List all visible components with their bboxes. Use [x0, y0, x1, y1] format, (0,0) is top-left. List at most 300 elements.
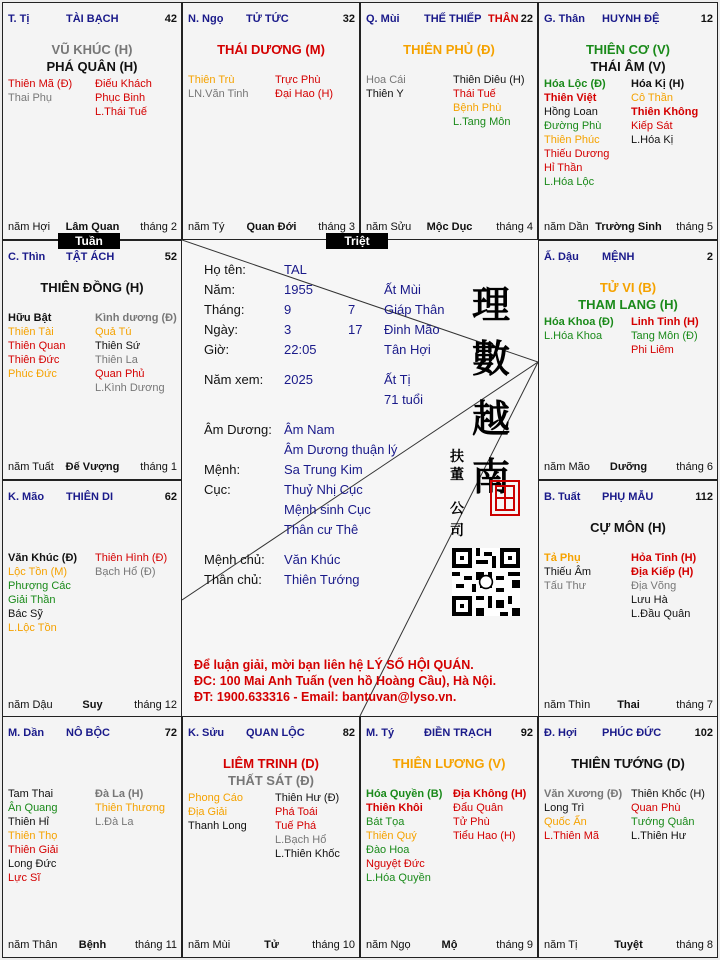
minor-star: Địa Giải — [188, 806, 228, 818]
red-seal-stamp — [490, 480, 520, 516]
main-star: VŨ KHÚC (H) — [51, 42, 133, 57]
minor-star: Thái Tuế — [453, 88, 496, 100]
minor-star: Thiếu Dương — [544, 148, 610, 160]
year-label: Năm: — [204, 282, 236, 297]
palace-month: tháng 5 — [676, 221, 713, 233]
minor-star: Đường Phù — [544, 120, 602, 132]
palace-year: năm Sửu — [366, 221, 412, 233]
minor-star: L.Thiên Mã — [544, 830, 600, 842]
minor-stars-right — [631, 787, 705, 843]
minor-stars-right — [453, 73, 525, 129]
minor-star: Lưu Hà — [631, 594, 668, 606]
palace-header — [366, 13, 533, 27]
calligraphy-small-4: 司 — [450, 523, 464, 539]
palace-name: TẬT ÁCH — [66, 251, 115, 263]
minor-star: Phong Cáo — [188, 792, 244, 804]
palace-branch: K. Mão — [8, 491, 45, 503]
main-stars — [539, 279, 717, 313]
palace-header — [8, 727, 177, 741]
minor-stars-left — [544, 551, 591, 593]
minor-star: L.Thiên Khốc — [275, 848, 340, 860]
main-stars — [3, 41, 181, 75]
palace-footer — [8, 939, 177, 952]
minor-star: Hỉ Thần — [544, 162, 583, 174]
minor-star: Kiếp Sát — [631, 120, 673, 132]
palace-stage: Trường Sinh — [595, 221, 662, 233]
qr-code[interactable] — [452, 548, 520, 616]
month-label: Tháng: — [204, 302, 245, 317]
minor-star: Phục Binh — [95, 92, 146, 104]
minor-star: Đào Hoa — [366, 844, 410, 856]
minor-star: Quan Phủ — [95, 368, 145, 380]
minor-stars-right — [95, 551, 167, 579]
palace-name: TỬ TỨC — [246, 13, 289, 25]
minor-star: LN.Văn Tinh — [188, 88, 249, 100]
minor-star: L.Thiên Hư — [631, 830, 687, 842]
minor-star: Văn Xương (Đ) — [544, 788, 623, 800]
palace-branch: T. Tị — [8, 13, 30, 25]
palace-month: tháng 10 — [312, 939, 355, 951]
palace-cycle-number: 92 — [520, 727, 533, 739]
contact-line-1: Để luận giải, mời bạn liên hệ LÝ SỐ HỘI QUÁN. — [194, 658, 474, 672]
palace-month: tháng 4 — [496, 221, 533, 233]
minor-star: Địa Không (H) — [453, 788, 527, 800]
palace-year: năm Mùi — [188, 939, 231, 951]
minor-star: Thiếu Âm — [544, 566, 592, 578]
day-lunar: 17 — [348, 322, 363, 337]
palace-footer — [544, 221, 713, 234]
main-star: THIÊN TƯỚNG (D) — [571, 756, 685, 771]
palace-tuat[interactable] — [538, 480, 718, 718]
palace-cycle-number: 22 — [520, 13, 533, 25]
minor-stars-left — [366, 73, 406, 101]
palace-stage: Tuyệt — [614, 939, 643, 951]
calligraphy-small-2: 董 — [450, 467, 464, 483]
minor-star: Đà La (H) — [95, 788, 144, 800]
palace-month: tháng 6 — [676, 461, 713, 473]
palace-month: tháng 8 — [676, 939, 713, 951]
minor-stars-right — [453, 787, 526, 843]
minor-stars-right — [631, 77, 698, 147]
palace-header — [8, 251, 177, 265]
minor-star: Tử Phù — [453, 816, 490, 828]
main-star: THIÊN PHỦ (Đ) — [403, 42, 495, 57]
body-lord-label: Thân chủ: — [204, 572, 262, 587]
minor-star: Tiểu Hao (H) — [453, 830, 516, 842]
palace-name: ĐIỀN TRẠCH — [424, 727, 492, 739]
palace-year: năm Dậu — [8, 699, 53, 711]
palace-stage: Quan Đới — [246, 221, 297, 233]
palace-name: QUAN LỘC — [246, 727, 305, 739]
palace-footer — [544, 699, 713, 712]
main-stars — [3, 279, 181, 296]
main-star: THAM LANG (H) — [578, 297, 678, 312]
palace-stage: Thai — [617, 699, 640, 711]
palace-footer — [366, 939, 533, 952]
minor-stars-right — [95, 311, 177, 395]
minor-star: Địa Kiếp (H) — [631, 566, 694, 578]
main-stars — [539, 755, 717, 772]
view-year-cannchi: Ất Tị — [384, 372, 411, 387]
calligraphy-char-3: 越 — [472, 396, 511, 441]
cuc-note-2: Thân cư Thê — [284, 522, 359, 537]
palace-year: năm Mão — [544, 461, 590, 473]
palace-footer — [8, 699, 177, 712]
palace-cycle-number: 102 — [694, 727, 713, 739]
palace-dau[interactable] — [538, 240, 718, 480]
palace-name: TÀI BẠCH — [66, 13, 119, 25]
minor-star: Thiên Sứ — [95, 340, 141, 352]
minor-star: Hoa Cái — [366, 74, 406, 86]
minor-star: Thanh Long — [188, 820, 247, 832]
palace-stage: Dưỡng — [609, 461, 648, 473]
minor-star: Văn Khúc (Đ) — [8, 552, 78, 564]
palace-footer — [188, 939, 355, 952]
palace-header — [544, 491, 713, 505]
minor-star: Thiên La — [95, 354, 138, 366]
palace-than[interactable] — [538, 2, 718, 240]
minor-star: Quốc Ấn — [544, 816, 587, 828]
main-star: TỬ VI (B) — [599, 280, 657, 295]
palace-header — [188, 727, 355, 741]
contact-line-3: ĐT: 1900.633316 - Email: bantuvan@lyso.vn. — [194, 690, 457, 704]
minor-star: Điếu Khách — [95, 78, 152, 90]
minor-star: Thiên Việt — [544, 92, 597, 104]
minor-star: L.Đầu Quân — [631, 608, 691, 620]
palace-branch: G. Thân — [544, 13, 585, 25]
minor-star: Tuế Phá — [275, 820, 317, 832]
palace-stage: Lâm Quan — [65, 221, 120, 233]
minor-stars-left — [366, 787, 442, 885]
body-lord-value: Thiên Tướng — [284, 572, 360, 587]
triet-marker: Triệt — [326, 233, 388, 249]
minor-star: Thiên Tài — [8, 326, 54, 338]
palace-month: tháng 2 — [140, 221, 177, 233]
main-stars — [361, 755, 537, 772]
minor-stars-left — [8, 77, 72, 105]
palace-year: năm Tị — [544, 939, 578, 951]
palace-stage: Suy — [82, 699, 103, 711]
minor-star: Thiên Diêu (H) — [453, 74, 525, 86]
yinyang-label: Âm Dương: — [204, 422, 272, 437]
view-year-label: Năm xem: — [204, 372, 264, 387]
palace-footer — [544, 461, 713, 474]
palace-header — [366, 727, 533, 741]
palace-header — [8, 13, 177, 27]
minor-stars-left — [544, 77, 609, 189]
palace-suu[interactable] — [182, 716, 360, 958]
minor-star: Hóa Khoa (Đ) — [544, 316, 614, 328]
minor-star: L.Hóa Kị — [631, 134, 674, 146]
minor-star: Bác Sỹ — [8, 608, 43, 620]
palace-branch: Ấ. Dậu — [544, 251, 579, 263]
tuan-marker: Tuần — [58, 233, 120, 249]
body-palace-marker: THÂN — [488, 13, 519, 25]
palace-month: tháng 11 — [134, 939, 177, 951]
minor-star: Thiên Y — [366, 88, 404, 100]
minor-star: Thiên Thương — [95, 802, 166, 814]
month-lunar: 7 — [348, 302, 356, 317]
cuc-value: Thuỷ Nhị Cục — [284, 482, 363, 497]
minor-star: Hữu Bật — [8, 312, 52, 324]
year-value: 1955 — [284, 282, 313, 297]
minor-star: Trực Phù — [275, 74, 321, 86]
palace-cycle-number: 42 — [164, 13, 177, 25]
palace-name: PHỤ MẪU — [602, 491, 654, 503]
palace-name: HUYNH ĐỆ — [602, 13, 660, 25]
minor-star: Phượng Các — [8, 580, 71, 592]
palace-ty[interactable] — [360, 716, 538, 958]
palace-branch: B. Tuất — [544, 491, 581, 503]
palace-year: năm Thìn — [544, 699, 591, 711]
minor-star: Thiên Thọ — [8, 830, 58, 842]
minor-star: Lực Sĩ — [8, 872, 41, 884]
center-info-panel — [182, 240, 538, 716]
minor-star: Thiên Hình (Đ) — [95, 552, 168, 564]
palace-year: năm Hợi — [8, 221, 51, 233]
palace-cycle-number: 112 — [695, 491, 713, 503]
palace-stage: Mộc Dục — [426, 221, 473, 233]
palace-branch: K. Sửu — [188, 727, 225, 739]
minor-star: Thai Phụ — [8, 92, 53, 104]
calligraphy-small-1: 扶 — [450, 449, 464, 465]
main-star: THIÊN CƠ (V) — [585, 42, 671, 57]
contact-line-2: ĐC: 100 Mai Anh Tuấn (ven hồ Hoàng Cầu), Hà Nội. — [194, 674, 497, 688]
hour-value: 22:05 — [284, 342, 317, 357]
palace-branch: Đ. Hợi — [544, 727, 577, 739]
palace-cycle-number: 52 — [164, 251, 177, 263]
minor-star: Nguyệt Đức — [366, 858, 425, 870]
palace-cycle-number: 12 — [700, 13, 713, 25]
minor-stars-left — [8, 787, 58, 885]
palace-branch: M. Tý — [366, 727, 395, 739]
minor-star: L.Hóa Lộc — [544, 176, 595, 188]
cuc-label: Cục: — [204, 482, 231, 497]
main-stars — [183, 41, 359, 58]
minor-star: Thiên Không — [631, 106, 699, 118]
main-stars — [539, 519, 717, 536]
day-label: Ngày: — [204, 322, 238, 337]
minor-star: Bệnh Phù — [453, 102, 502, 114]
minor-stars-left — [8, 311, 65, 381]
palace-header — [544, 251, 713, 265]
minor-star: L.Bạch Hổ — [275, 834, 327, 846]
palace-cycle-number: 72 — [164, 727, 177, 739]
minor-star: Giải Thần — [8, 594, 56, 606]
age-value: 71 tuổi — [384, 392, 424, 407]
palace-year: năm Tuất — [8, 461, 54, 473]
minor-star: L.Đà La — [95, 816, 134, 828]
minor-star: Long Trì — [544, 802, 585, 814]
palace-footer — [544, 939, 713, 952]
minor-star: L.Lộc Tồn — [8, 622, 57, 634]
minor-stars-left — [544, 315, 614, 343]
destiny-label: Mệnh: — [204, 462, 241, 477]
main-stars — [361, 41, 537, 58]
palace-branch: M. Dần — [8, 727, 45, 739]
palace-month: tháng 12 — [134, 699, 177, 711]
month-value: 9 — [284, 302, 292, 317]
palace-year: năm Dần — [544, 221, 589, 233]
name-value: TAL — [284, 262, 307, 277]
hour-label: Giờ: — [204, 342, 230, 357]
palace-name: THẾ THIẾP — [424, 13, 482, 25]
destiny-lord-label: Mệnh chủ: — [204, 552, 265, 567]
minor-star: L.Thái Tuế — [95, 106, 147, 118]
palace-month: tháng 1 — [140, 461, 177, 473]
palace-dan[interactable] — [2, 716, 182, 958]
day-cannchi: Đinh Mão — [384, 322, 440, 337]
minor-star: Tả Phụ — [544, 552, 581, 564]
palace-branch: C. Thìn — [8, 251, 46, 263]
destiny-value: Sa Trung Kim — [284, 462, 363, 477]
palace-footer — [366, 221, 533, 234]
palace-stage: Đế Vượng — [65, 461, 120, 473]
minor-star: L.Hóa Khoa — [544, 330, 603, 342]
palace-header — [544, 13, 713, 27]
palace-name: THIÊN DI — [66, 491, 114, 503]
minor-star: Thiên Đức — [8, 354, 60, 366]
minor-star: Tam Thai — [8, 788, 54, 800]
palace-branch: N. Ngọ — [188, 13, 224, 25]
minor-stars-left — [8, 551, 77, 635]
minor-star: Thiên Quan — [8, 340, 66, 352]
minor-star: Tướng Quân — [631, 816, 695, 828]
main-stars — [183, 755, 359, 789]
month-cannchi: Giáp Thân — [384, 302, 445, 317]
calligraphy-small-3: 公 — [450, 501, 464, 517]
palace-header — [544, 727, 713, 741]
minor-star: Kình dương (Đ) — [95, 312, 177, 324]
minor-star: Quả Tú — [95, 326, 132, 338]
minor-star: Thiên Khôi — [366, 802, 423, 814]
calligraphy-char-4: 南 — [472, 454, 511, 499]
yinyang-value: Âm Nam — [284, 422, 335, 437]
minor-star: Phá Toái — [275, 806, 318, 818]
minor-star: Thiên Phúc — [544, 134, 600, 146]
minor-star: Thiên Hư (Đ) — [275, 792, 340, 804]
main-star: LIÊM TRINH (D) — [222, 756, 320, 771]
palace-branch: Q. Mùi — [366, 13, 400, 25]
palace-cycle-number: 32 — [342, 13, 355, 25]
view-year-value: 2025 — [284, 372, 313, 387]
minor-stars-right — [631, 315, 699, 357]
minor-stars-right — [275, 73, 333, 101]
palace-name: NÔ BỘC — [66, 727, 110, 739]
minor-star: Bạch Hổ (Đ) — [95, 566, 156, 578]
palace-name: MỆNH — [602, 251, 635, 263]
minor-star: Linh Tinh (H) — [631, 316, 699, 328]
name-label: Họ tên: — [204, 262, 246, 277]
main-stars — [539, 41, 717, 75]
palace-month: tháng 3 — [318, 221, 355, 233]
minor-stars-right — [275, 791, 340, 861]
palace-cycle-number: 82 — [342, 727, 355, 739]
palace-name: PHÚC ĐỨC — [602, 727, 662, 739]
hour-cannchi: Tân Hợi — [384, 342, 431, 357]
minor-star: L.Hóa Quyền — [366, 872, 431, 884]
palace-year: năm Ngọ — [366, 939, 411, 951]
palace-header — [8, 491, 177, 505]
calligraphy-char-1: 理 — [472, 282, 511, 327]
palace-thin[interactable] — [2, 240, 182, 480]
palace-hoi[interactable] — [538, 716, 718, 958]
minor-star: Thiên Giải — [8, 844, 59, 856]
minor-stars-left — [544, 787, 622, 843]
palace-stage: Mộ — [441, 939, 458, 951]
palace-cycle-number: 2 — [706, 251, 713, 263]
palace-footer — [8, 461, 177, 474]
minor-star: Ân Quang — [8, 802, 58, 814]
cuc-note-1: Mệnh sinh Cục — [284, 502, 371, 517]
main-star: THÁI ÂM (V) — [590, 59, 666, 74]
destiny-lord-value: Văn Khúc — [284, 552, 341, 567]
minor-stars-left — [188, 791, 247, 833]
calligraphy-char-2: 數 — [472, 336, 511, 381]
minor-star: Thiên Quý — [366, 830, 417, 842]
minor-star: Hóa Lộc (Đ) — [544, 78, 606, 90]
palace-month: tháng 9 — [496, 939, 533, 951]
minor-star: L.Kình Dương — [95, 382, 165, 394]
minor-star: Tang Môn (Đ) — [631, 330, 698, 342]
palace-ngo[interactable] — [182, 2, 360, 240]
main-star: THIÊN ĐỒNG (H) — [40, 280, 144, 295]
minor-star: Tấu Thư — [544, 580, 587, 592]
minor-star: Hóa Kị (H) — [631, 78, 685, 90]
minor-stars-right — [95, 787, 165, 829]
main-star: CỰ MÔN (H) — [590, 520, 666, 535]
minor-star: Cô Thần — [631, 92, 673, 104]
palace-mao[interactable] — [2, 480, 182, 718]
minor-star: Phúc Đức — [8, 368, 57, 380]
palace-year: năm Thân — [8, 939, 58, 951]
palace-mui[interactable] — [360, 2, 538, 240]
main-star: THIÊN LƯƠNG (V) — [392, 756, 506, 771]
minor-star: Phi Liêm — [631, 344, 674, 356]
minor-stars-right — [631, 551, 696, 621]
palace-stage: Bệnh — [78, 939, 107, 951]
minor-star: Hồng Loan — [544, 106, 598, 118]
main-star: THÁI DƯƠNG (M) — [217, 42, 325, 57]
year-cannchi: Ất Mùi — [384, 282, 421, 297]
palace-stage: Tử — [264, 939, 279, 951]
minor-star: Thiên Mã (Đ) — [8, 78, 73, 90]
day-value: 3 — [284, 322, 292, 337]
minor-star: Hỏa Tinh (H) — [631, 552, 697, 564]
minor-star: Quan Phù — [631, 802, 681, 814]
palace-year: năm Tý — [188, 221, 225, 233]
palace-month: tháng 7 — [676, 699, 713, 711]
minor-stars-right — [95, 77, 152, 119]
palace-cycle-number: 62 — [164, 491, 177, 503]
main-star: THẤT SÁT (Đ) — [228, 773, 314, 788]
minor-star: L.Tang Môn — [453, 116, 511, 128]
minor-star: Hóa Quyền (B) — [366, 788, 443, 800]
palace-ti[interactable] — [2, 2, 182, 240]
palace-header — [188, 13, 355, 27]
minor-stars-left — [188, 73, 249, 101]
minor-star: Long Đức — [8, 858, 57, 870]
minor-star: Đại Hao (H) — [275, 88, 334, 100]
minor-star: Đẩu Quân — [453, 802, 504, 814]
minor-star: Bát Tọa — [366, 816, 405, 828]
minor-star: Thiên Khốc (H) — [631, 788, 705, 800]
main-star: PHÁ QUÂN (H) — [46, 59, 138, 74]
minor-star: Lộc Tồn (M) — [8, 566, 68, 578]
minor-star: Thiên Hỉ — [8, 816, 49, 828]
minor-star: Địa Võng — [631, 580, 677, 592]
minor-star: Thiên Trù — [188, 74, 235, 86]
